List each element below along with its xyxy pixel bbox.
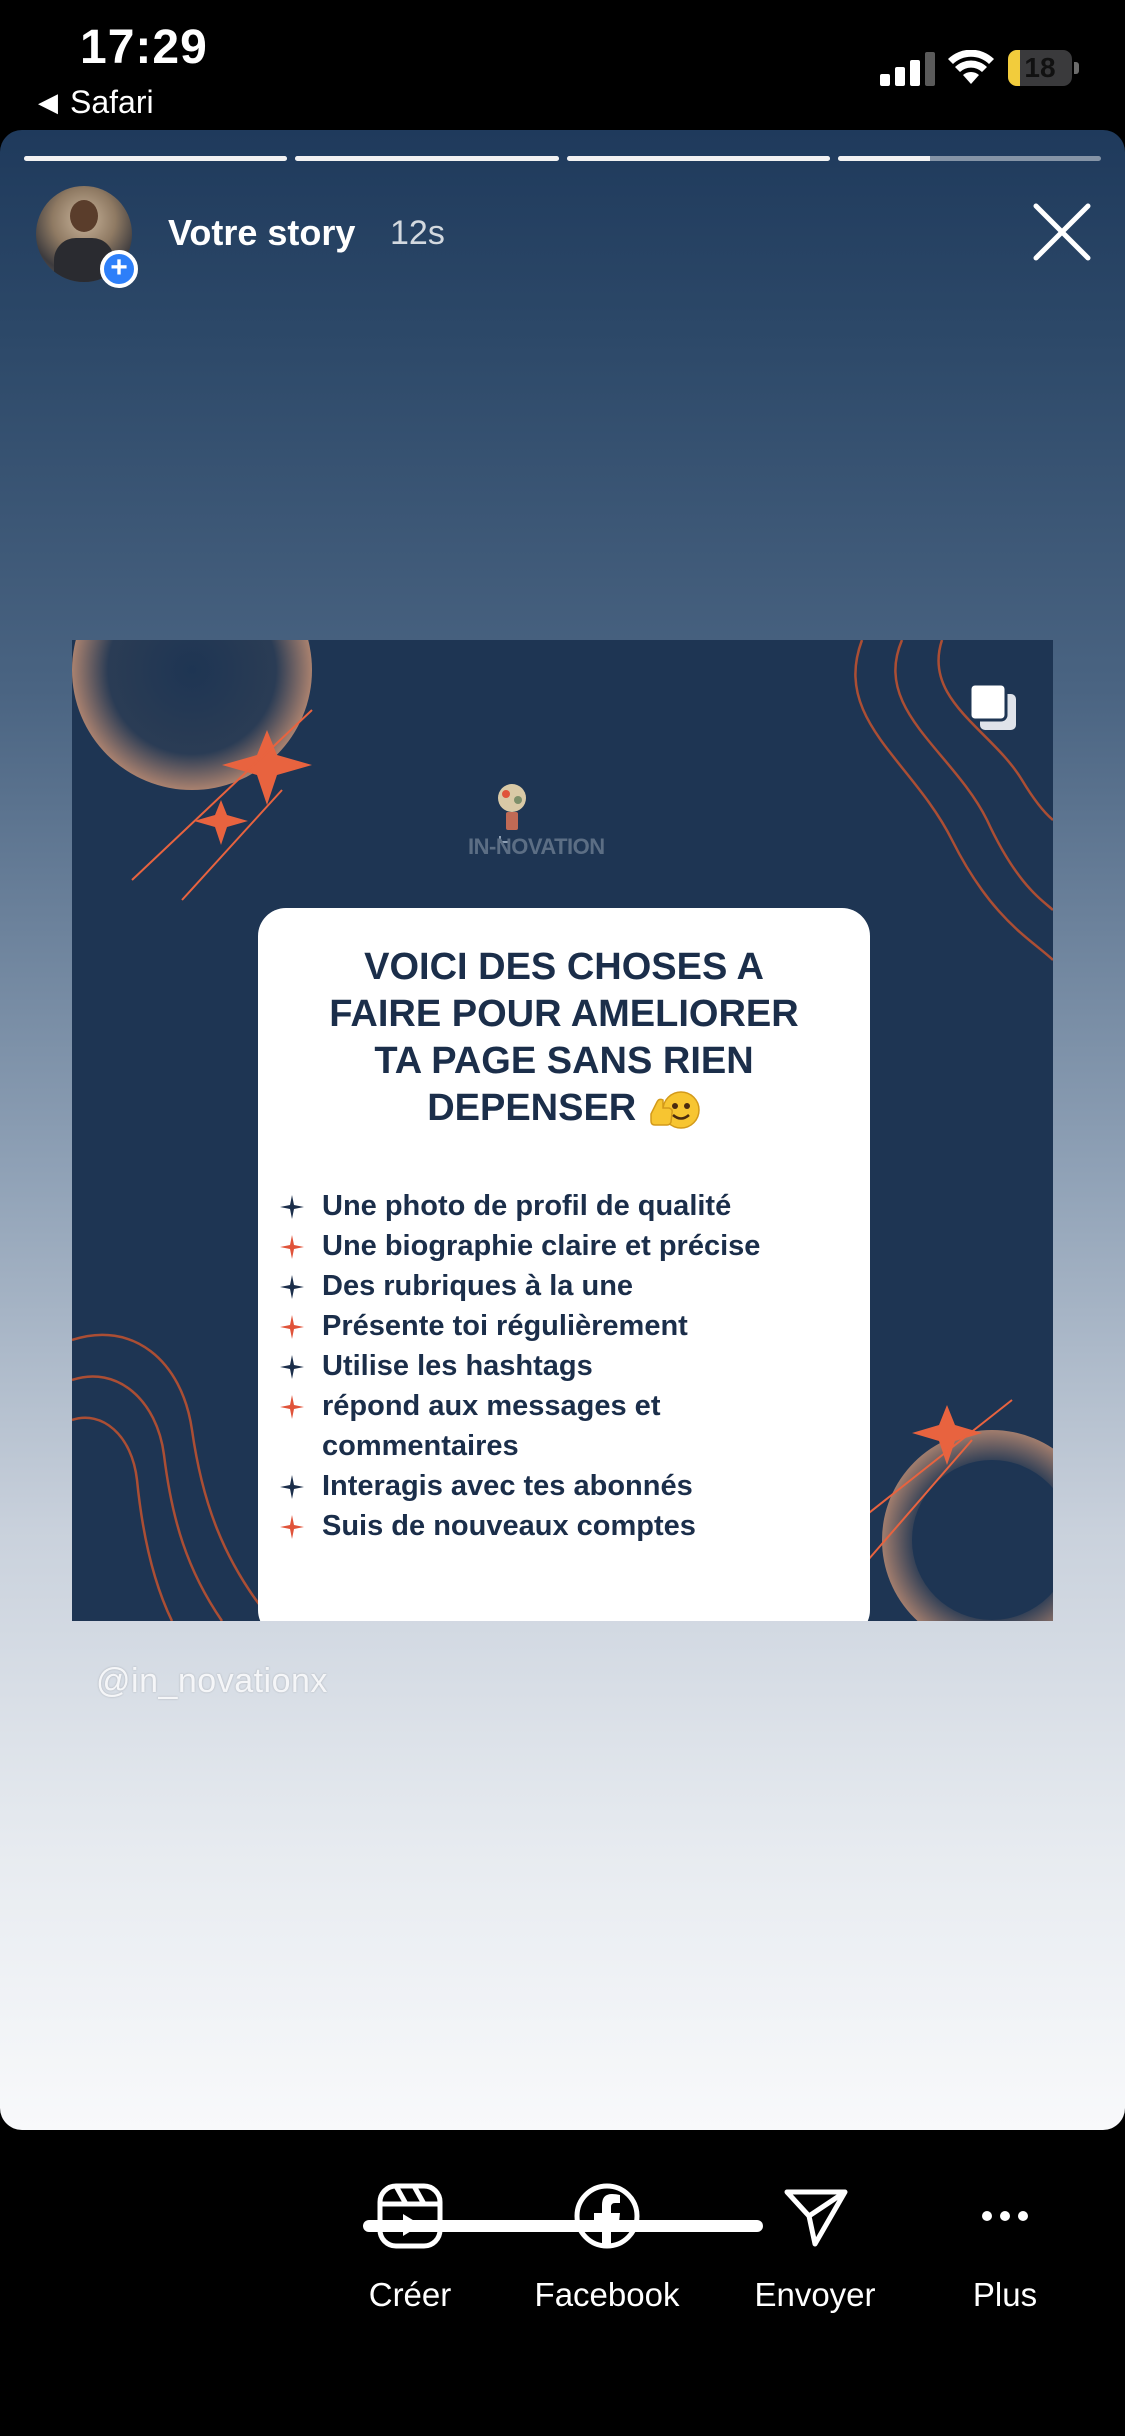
back-to-safari-link[interactable]	[38, 84, 154, 121]
tip-item	[280, 1386, 850, 1466]
sparkle-bullet-icon	[280, 1515, 304, 1539]
tip-item	[280, 1186, 850, 1226]
facebook-label: Facebook	[534, 2276, 680, 2313]
sparkle-bullet-icon	[280, 1275, 304, 1299]
create-label: Créer	[368, 2276, 452, 2313]
tip-item	[280, 1266, 850, 1306]
tip-item	[280, 1306, 850, 1346]
reels-icon	[374, 2180, 446, 2252]
tip-item	[280, 1226, 850, 1266]
tip-item	[280, 1466, 850, 1506]
mention-tag[interactable]: @in_novationx	[96, 1662, 328, 1700]
more-label: Plus	[972, 2276, 1038, 2313]
story-progress-segment	[295, 156, 558, 161]
post-title-line-4: DEPENSER	[427, 1087, 637, 1129]
story-elapsed-time: 12s	[390, 214, 445, 252]
back-app-label: Safari	[70, 84, 154, 120]
tip-text: Interagis avec tes abonnés	[322, 1470, 693, 1502]
send-icon	[779, 2180, 851, 2252]
post-card	[258, 908, 870, 1621]
sparkle-bullet-icon	[280, 1395, 304, 1419]
share-bar	[0, 2130, 1125, 2436]
tip-item	[280, 1506, 850, 1546]
wifi-icon	[948, 50, 994, 86]
brand-name: IN-NOVATION	[468, 834, 605, 859]
battery-icon	[1008, 50, 1078, 86]
battery-level: 18	[1024, 52, 1056, 83]
tip-text: Utilise les hashtags	[322, 1350, 593, 1382]
back-arrow-icon: ◀	[38, 87, 58, 117]
send-label: Envoyer	[754, 2276, 876, 2313]
cellular-signal-icon	[880, 52, 936, 86]
tip-text: Une photo de profil de qualité	[322, 1190, 732, 1222]
status-bar	[0, 0, 1125, 130]
facebook-button[interactable]	[512, 2180, 702, 2314]
tip-text: Une biographie claire et précise	[322, 1230, 761, 1262]
sparkle-bullet-icon	[280, 1355, 304, 1379]
carousel-icon	[966, 680, 1022, 736]
tip-text: Présente toi régulièrement	[322, 1310, 688, 1342]
story-progress-segment	[24, 156, 287, 161]
more-button[interactable]	[910, 2180, 1100, 2314]
story-progress-segment	[838, 156, 1101, 161]
sparkle-bullet-icon	[280, 1315, 304, 1339]
post-title	[278, 944, 850, 1132]
post-title-line-1: VOICI DES CHOSES A	[364, 946, 764, 988]
tip-text: Suis de nouveaux comptes	[322, 1510, 696, 1542]
tip-text: répond aux messages et commentaires	[322, 1390, 661, 1462]
post-title-line-2: FAIRE POUR AMELIORER	[329, 993, 799, 1035]
add-icon[interactable]: +	[100, 250, 138, 288]
send-button[interactable]	[720, 2180, 910, 2314]
close-icon[interactable]	[1030, 200, 1094, 264]
tip-text: Des rubriques à la une	[322, 1270, 634, 1302]
story-progress-segment	[567, 156, 830, 161]
shared-post[interactable]	[72, 640, 1053, 1621]
sparkle-bullet-icon	[280, 1475, 304, 1499]
sparkle-bullet-icon	[280, 1195, 304, 1219]
create-button[interactable]	[315, 2180, 505, 2314]
more-icon	[969, 2180, 1041, 2252]
post-title-line-3: TA PAGE SANS RIEN	[374, 1040, 754, 1082]
sparkle-bullet-icon	[280, 1235, 304, 1259]
story-viewer[interactable]	[0, 130, 1125, 2130]
story-owner-label[interactable]: Votre story	[168, 212, 356, 253]
tips-list	[280, 1186, 850, 1546]
facebook-icon	[571, 2180, 643, 2252]
thumbs-up-smiley-emoji-icon	[647, 1088, 701, 1132]
status-time: 17:29	[80, 21, 208, 74]
home-indicator[interactable]	[363, 2220, 763, 2232]
tip-item	[280, 1346, 850, 1386]
